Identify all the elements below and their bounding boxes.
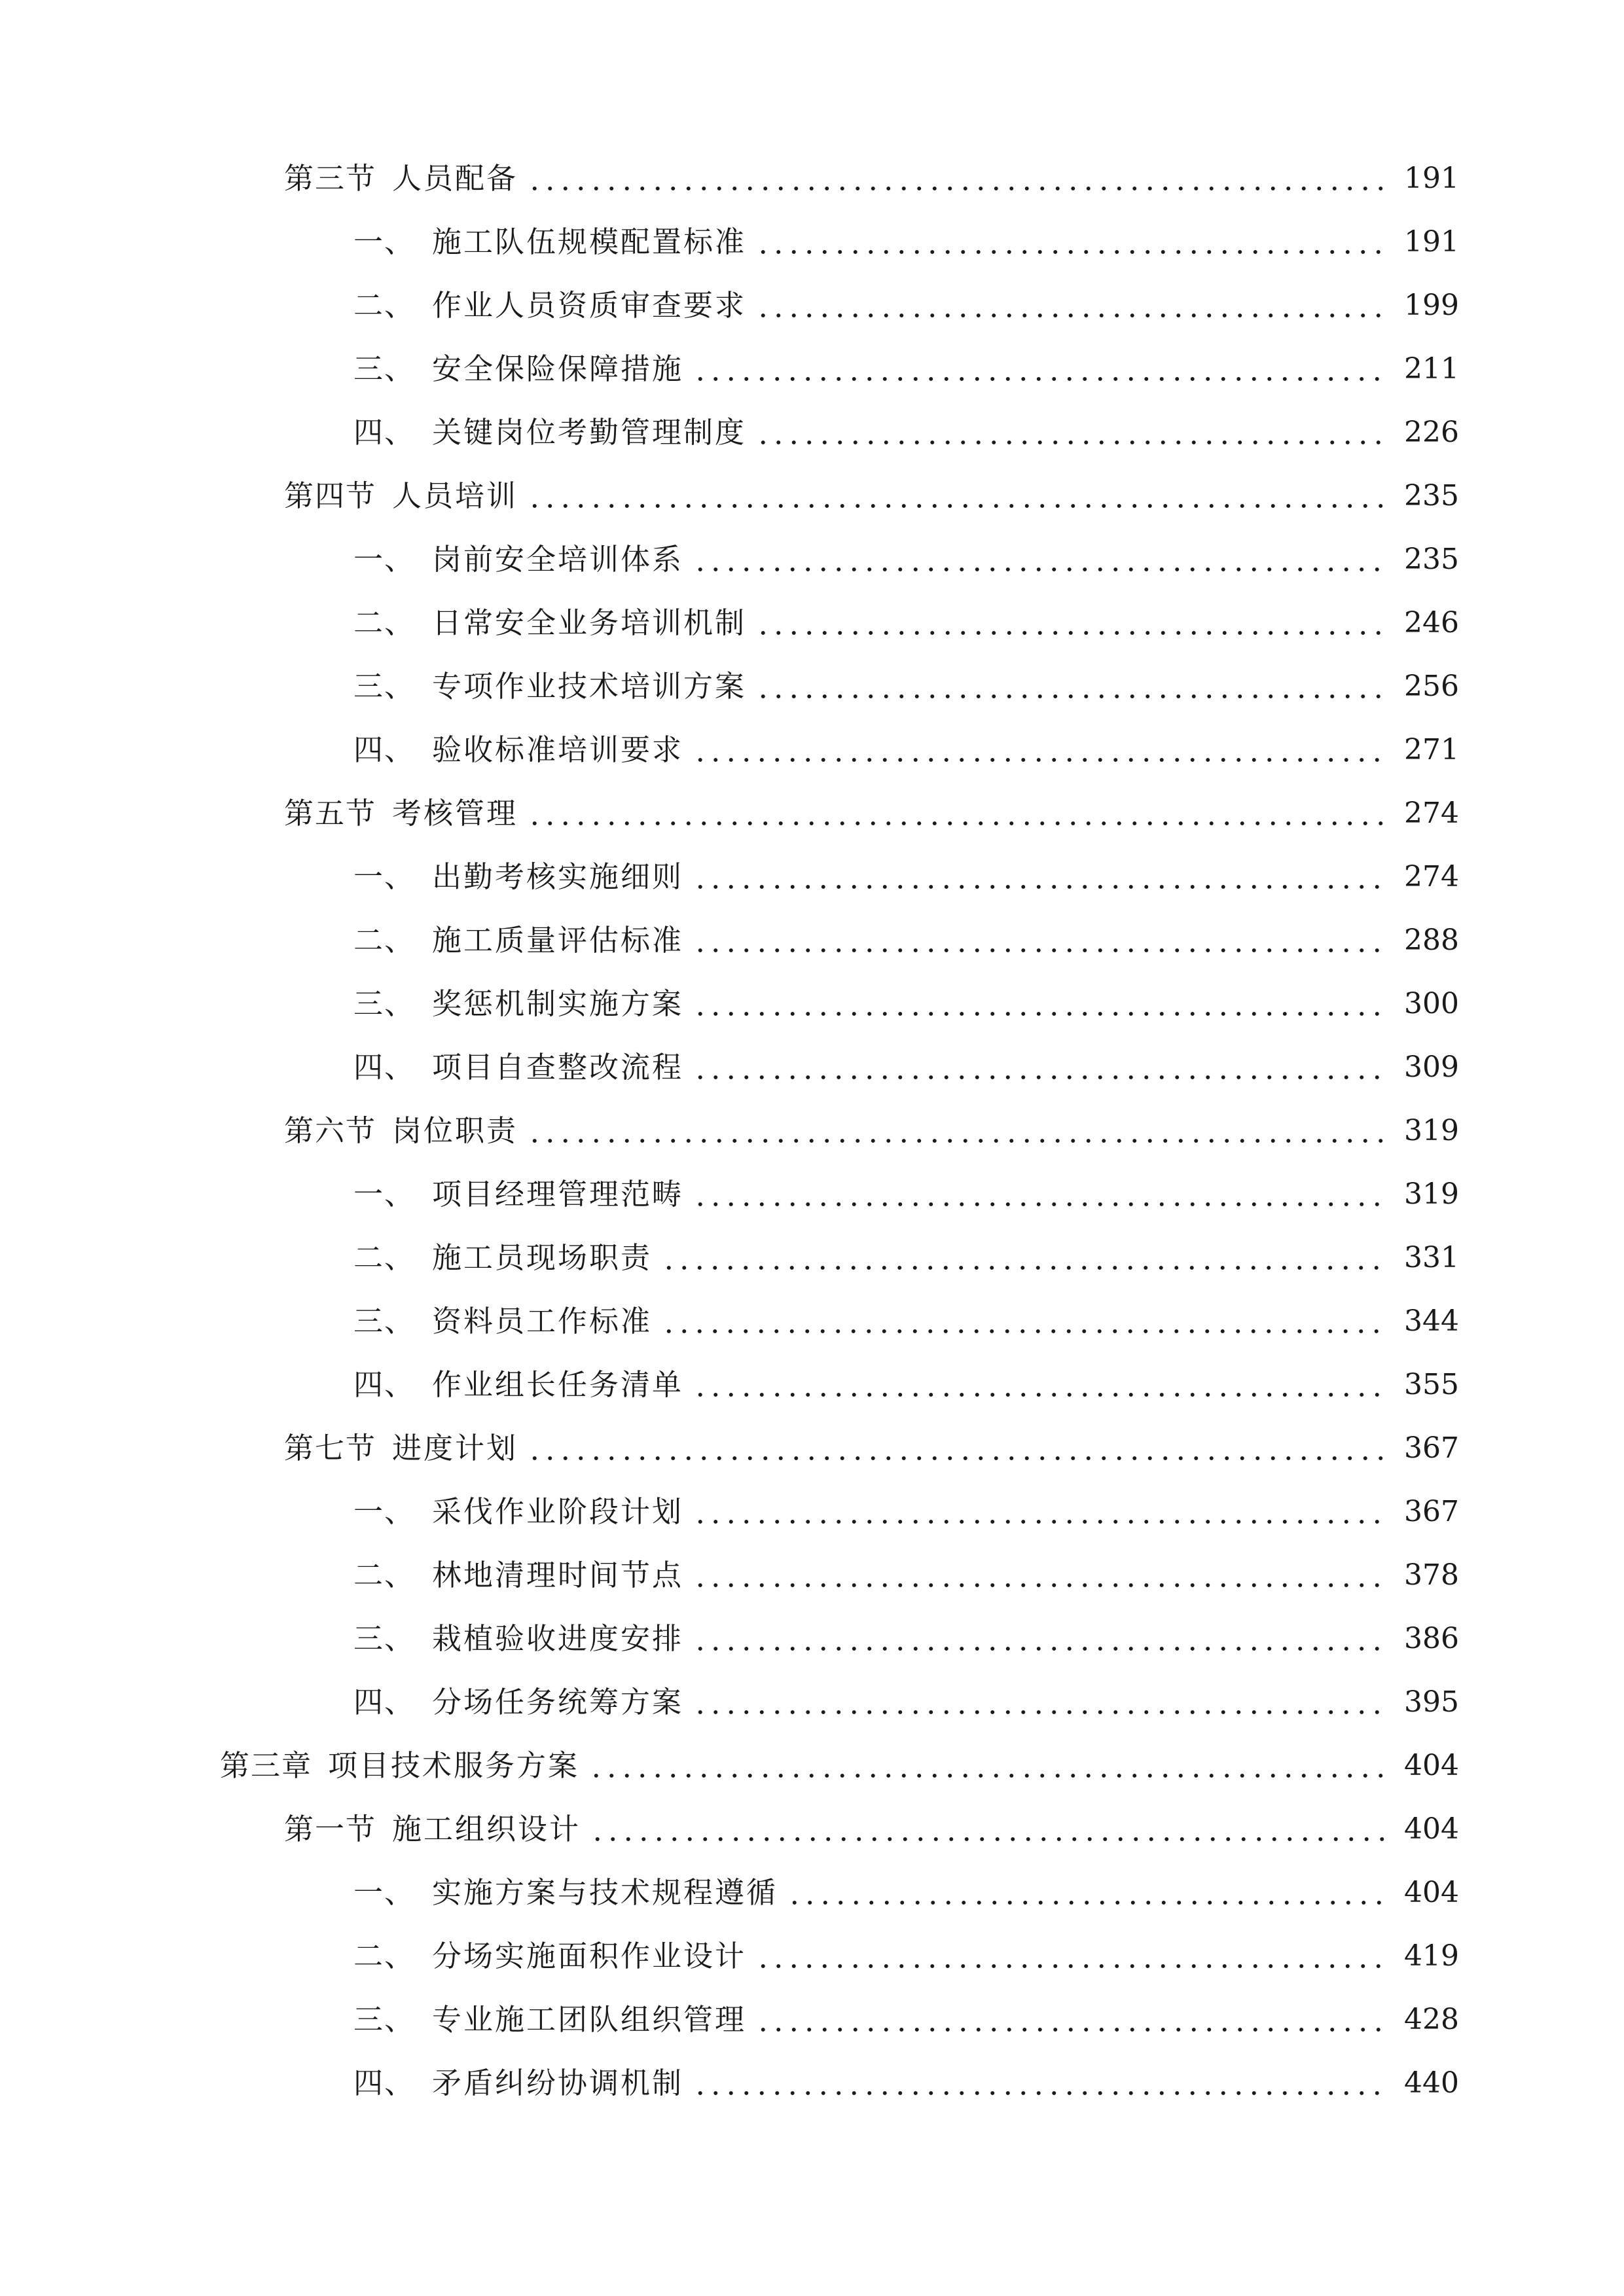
toc-entry-page-number: 395 [1404, 1685, 1459, 1719]
toc-entry-item[interactable] [0, 337, 1624, 401]
table-of-contents [0, 147, 1624, 2115]
dot-leader [588, 1751, 1386, 1780]
toc-entry-page-number: 367 [1404, 1431, 1459, 1465]
toc-entry-title: 项目经理管理范畴 [432, 1177, 684, 1211]
toc-entry-page-number: 191 [1404, 161, 1459, 195]
toc-entry-item[interactable] [0, 1289, 1624, 1353]
toc-entry-item[interactable] [0, 655, 1624, 718]
dot-leader [527, 1116, 1386, 1145]
toc-entry-page-number: 274 [1404, 859, 1459, 893]
dot-leader [527, 481, 1386, 511]
toc-entry-title: 施工员现场职责 [432, 1240, 653, 1275]
toc-entry-number: 第七节 [284, 1431, 377, 1465]
toc-entry-page-number: 226 [1404, 415, 1459, 449]
toc-entry-title: 安全保险保障措施 [432, 351, 684, 386]
toc-entry-title: 分场任务统筹方案 [432, 1685, 684, 1719]
toc-entry-page-number: 300 [1404, 986, 1459, 1020]
toc-entry-title: 日常安全业务培训机制 [432, 605, 747, 640]
toc-entry-page-number: 428 [1404, 2002, 1459, 2036]
toc-entry-page-number: 367 [1404, 1494, 1459, 1528]
toc-entry-item[interactable] [0, 1480, 1624, 1543]
toc-entry-number: 三、 [353, 1621, 416, 1656]
dot-leader [693, 1687, 1386, 1717]
toc-entry-page-number: 319 [1404, 1177, 1459, 1211]
toc-entry-page-number: 274 [1404, 796, 1459, 830]
dot-leader [661, 1243, 1386, 1272]
toc-entry-item[interactable] [0, 1607, 1624, 1670]
toc-entry-number: 一、 [353, 1494, 416, 1529]
toc-entry-title: 专业施工团队组织管理 [432, 2002, 747, 2037]
toc-entry-page-number: 378 [1404, 1558, 1459, 1592]
toc-entry-page-number: 288 [1404, 923, 1459, 957]
dot-leader [661, 1306, 1386, 1336]
toc-entry-section[interactable] [0, 1797, 1624, 1861]
toc-entry-title: 施工队伍规模配置标准 [432, 224, 747, 259]
toc-entry-number: 一、 [353, 224, 416, 259]
dot-leader [693, 1179, 1386, 1209]
toc-entry-number: 二、 [353, 288, 416, 323]
toc-entry-number: 第三章 [220, 1748, 313, 1783]
dot-leader [693, 989, 1386, 1018]
toc-entry-number: 一、 [353, 859, 416, 894]
toc-entry-title: 栽植验收进度安排 [432, 1621, 684, 1656]
toc-entry-section[interactable] [0, 1416, 1624, 1480]
toc-entry-title: 项目自查整改流程 [432, 1050, 684, 1085]
toc-entry-title: 资料员工作标准 [432, 1304, 653, 1338]
toc-entry-section[interactable] [0, 464, 1624, 528]
toc-entry-item[interactable] [0, 2051, 1624, 2115]
toc-entry-page-number: 331 [1404, 1240, 1459, 1274]
toc-entry-title: 关键岗位考勤管理制度 [432, 415, 747, 450]
toc-entry-title: 林地清理时间节点 [432, 1558, 684, 1592]
toc-entry-title: 作业组长任务清单 [432, 1367, 684, 1402]
dot-leader [755, 672, 1386, 701]
dot-leader [693, 2068, 1386, 2098]
dot-leader [693, 1624, 1386, 1653]
toc-entry-number: 二、 [353, 1939, 416, 1973]
dot-leader [693, 1370, 1386, 1399]
toc-entry-title: 分场实施面积作业设计 [432, 1939, 747, 1973]
toc-entry-number: 四、 [353, 1685, 416, 1719]
toc-entry-page-number: 235 [1404, 478, 1459, 512]
toc-entry-number: 三、 [353, 669, 416, 704]
dot-leader [693, 354, 1386, 384]
toc-entry-number: 四、 [353, 1367, 416, 1402]
toc-entry-item[interactable] [0, 1035, 1624, 1099]
toc-entry-item[interactable] [0, 1162, 1624, 1226]
toc-entry-title: 采伐作业阶段计划 [432, 1494, 684, 1529]
dot-leader [693, 545, 1386, 574]
dot-leader [693, 862, 1386, 891]
toc-entry-number: 四、 [353, 415, 416, 450]
toc-entry-number: 二、 [353, 1558, 416, 1592]
toc-entry-title: 作业人员资质审查要求 [432, 288, 747, 323]
toc-entry-number: 第六节 [284, 1113, 377, 1148]
toc-entry-page-number: 256 [1404, 669, 1459, 703]
dot-leader [787, 1878, 1386, 1907]
dot-leader [527, 798, 1386, 828]
toc-entry-page-number: 246 [1404, 605, 1459, 639]
toc-entry-item[interactable] [0, 1861, 1624, 1924]
toc-entry-number: 二、 [353, 605, 416, 640]
toc-entry-section[interactable] [0, 147, 1624, 210]
dot-leader [755, 291, 1386, 320]
dot-leader [693, 735, 1386, 764]
toc-entry-number: 第四节 [284, 478, 377, 513]
dot-leader [755, 608, 1386, 637]
dot-leader [755, 1941, 1386, 1971]
toc-entry-number: 三、 [353, 351, 416, 386]
toc-entry-number: 一、 [353, 1177, 416, 1211]
dot-leader [693, 1560, 1386, 1590]
toc-entry-chapter[interactable] [0, 1734, 1624, 1797]
toc-entry-page-number: 211 [1404, 351, 1459, 386]
toc-entry-title: 项目技术服务方案 [328, 1748, 580, 1783]
dot-leader [755, 418, 1386, 447]
toc-entry-item[interactable] [0, 401, 1624, 464]
toc-entry-title: 奖惩机制实施方案 [432, 986, 684, 1021]
toc-entry-page-number: 309 [1404, 1050, 1459, 1084]
toc-entry-page-number: 404 [1404, 1875, 1459, 1909]
toc-entry-item[interactable] [0, 210, 1624, 274]
toc-entry-number: 三、 [353, 2002, 416, 2037]
toc-entry-page-number: 191 [1404, 224, 1459, 259]
toc-entry-number: 二、 [353, 1240, 416, 1275]
toc-entry-title: 施工质量评估标准 [432, 923, 684, 958]
toc-entry-number: 第五节 [284, 796, 377, 831]
toc-entry-title: 考核管理 [392, 796, 518, 831]
toc-entry-title: 验收标准培训要求 [432, 732, 684, 767]
toc-entry-number: 第一节 [284, 1812, 377, 1846]
toc-entry-title: 进度计划 [392, 1431, 518, 1465]
dot-leader [755, 2005, 1386, 2034]
toc-entry-item[interactable] [0, 972, 1624, 1035]
toc-entry-title: 矛盾纠纷协调机制 [432, 2066, 684, 2100]
toc-entry-title: 人员培训 [392, 478, 518, 513]
toc-entry-title: 岗前安全培训体系 [432, 542, 684, 577]
toc-entry-item[interactable] [0, 718, 1624, 781]
toc-entry-number: 一、 [353, 1875, 416, 1910]
toc-entry-page-number: 355 [1404, 1367, 1459, 1401]
toc-entry-page-number: 386 [1404, 1621, 1459, 1655]
toc-entry-item[interactable] [0, 1670, 1624, 1734]
toc-entry-page-number: 404 [1404, 1748, 1459, 1782]
toc-entry-page-number: 344 [1404, 1304, 1459, 1338]
dot-leader [693, 925, 1386, 955]
toc-entry-page-number: 235 [1404, 542, 1459, 576]
toc-entry-number: 四、 [353, 2066, 416, 2100]
toc-entry-title: 施工组织设计 [392, 1812, 581, 1846]
toc-entry-title: 岗位职责 [392, 1113, 518, 1148]
toc-entry-item[interactable] [0, 274, 1624, 337]
dot-leader [693, 1497, 1386, 1526]
toc-entry-title: 出勤考核实施细则 [432, 859, 684, 894]
toc-entry-page-number: 419 [1404, 1939, 1459, 1973]
toc-entry-number: 二、 [353, 923, 416, 958]
dot-leader [755, 227, 1386, 257]
toc-entry-page-number: 271 [1404, 732, 1459, 766]
toc-entry-item[interactable] [0, 591, 1624, 655]
toc-entry-page-number: 404 [1404, 1812, 1459, 1846]
toc-entry-item[interactable] [0, 1924, 1624, 1988]
toc-entry-number: 三、 [353, 1304, 416, 1338]
dot-leader [693, 1052, 1386, 1082]
toc-entry-number: 四、 [353, 732, 416, 767]
toc-entry-item[interactable] [0, 1353, 1624, 1416]
toc-entry-page-number: 440 [1404, 2066, 1459, 2100]
dot-leader [527, 1433, 1386, 1463]
toc-entry-title: 实施方案与技术规程遵循 [432, 1875, 778, 1910]
toc-entry-item[interactable] [0, 908, 1624, 972]
toc-entry-title: 专项作业技术培训方案 [432, 669, 747, 704]
toc-entry-page-number: 199 [1404, 288, 1459, 322]
dot-leader [590, 1814, 1386, 1844]
toc-entry-page-number: 319 [1404, 1113, 1459, 1147]
toc-entry-section[interactable] [0, 781, 1624, 845]
toc-entry-item[interactable] [0, 528, 1624, 591]
dot-leader [527, 164, 1386, 193]
toc-entry-item[interactable] [0, 1543, 1624, 1607]
toc-entry-item[interactable] [0, 1226, 1624, 1289]
toc-entry-number: 一、 [353, 542, 416, 577]
toc-entry-item[interactable] [0, 845, 1624, 908]
toc-entry-title: 人员配备 [392, 161, 518, 196]
toc-entry-number: 第三节 [284, 161, 377, 196]
toc-entry-number: 三、 [353, 986, 416, 1021]
toc-entry-section[interactable] [0, 1099, 1624, 1162]
toc-entry-number: 四、 [353, 1050, 416, 1085]
toc-entry-item[interactable] [0, 1988, 1624, 2051]
